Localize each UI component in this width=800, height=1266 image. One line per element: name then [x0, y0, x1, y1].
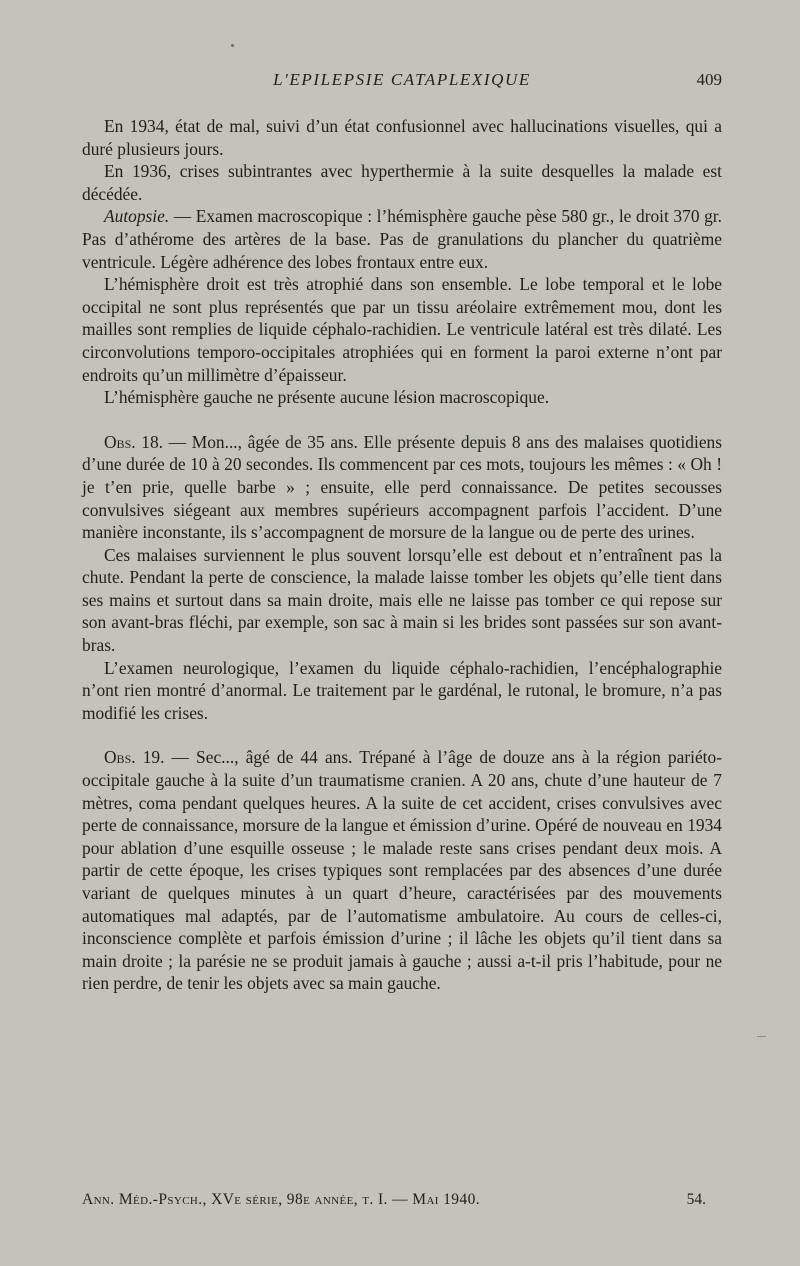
obs-19-text: — Sec..., âgé de 44 ans. Trépané à l’âge de douze ans à la région pariéto-occipitale gauche à la suite d’un traumatisme cranien. A 20 ans, chute d’une hauteur de 7 mètres, coma pendant quelques heures. A la suite de cet accident, crises convulsives avec perte de connaissance, morsure de la langue et émission d’urine. Opéré de nouveau en 1934 pour ablation d’une esquille osseuse ; le malade reste sans crises pendant deux mois. A partir de cette époque, les crises typiques sont remplacées par des absences d’une durée variant de quelques minutes à un quart d’heure, caractérisées par des mouvements automatiques mal adaptés, par de l’automatisme ambulatoire. Au cours de celles-ci, inconscience complète et parfois émission d’urine ; il lâche les objets qu’il tient dans sa main droite ; la parésie ne se produit jamais à gauche ; aussi a-t-il pris l’habitude, pour ne rien perdre, de tenir les objets avec sa main gauche. — [82, 747, 722, 994]
page-speck — [231, 44, 234, 47]
paragraph: L’hémisphère droit est très atrophié dans son ensemble. Le lobe temporal et le lobe occipital ne sont plus représentés que par un tissu aréolaire extrêmement mou, dont les mailles sont remplies de liquide céphalo-rachidien. Le ventricule latéral est très dilaté. Les circonvolutions temporo-occipitales atrophiées qui en forment la paroi externe n’ont par endroits qu’un millimètre d’épaisseur. — [82, 274, 722, 385]
publication-line: Ann. Méd.-Psych., XVe série, 98e année, t. I. — Mai 1940. — [82, 1191, 480, 1208]
body-text — [82, 115, 722, 995]
page-footer — [82, 1191, 722, 1209]
obs-19-lead: Obs. 19. — [104, 747, 165, 768]
paragraph: En 1934, état de mal, suivi d’un état confusionnel avec hallucinations visuelles, qui a duré plusieurs jours. — [82, 116, 722, 159]
paragraph-obs-18 — [82, 431, 722, 544]
paragraph: En 1936, crises subintrantes avec hyperthermie à la suite desquelles la malade est décédée. — [82, 161, 722, 204]
paragraph: Ces malaises surviennent le plus souvent lorsqu’elle est debout et n’entraînent pas la chute. Pendant la perte de conscience, la malade laisse tomber les objets qu’elle tient dans ses mains et surtout dans sa main droite, mais elle ne laisse pas tomber ce qui repose sur son avant-bras fléchi, par exemple, son sac à main si les brides sont passées sur son avant-bras. — [82, 544, 722, 656]
autopsie-text: — Examen macroscopique : l’hémisphère gauche pèse 580 gr., le droit 370 gr. Pas d’athérome des artères de la base. Pas de granulations du plancher du quatrième ventricule. Légère adhérence des lobes frontaux entre eux. — [82, 206, 722, 272]
paragraph-autopsie — [82, 205, 722, 273]
paragraph-obs-19 — [82, 746, 722, 995]
running-title: L'EPILEPSIE CATAPLEXIQUE — [273, 70, 531, 89]
paragraph: L’hémisphère gauche ne présente aucune lésion macroscopique. — [104, 387, 550, 408]
signature-mark: 54. — [686, 1191, 706, 1208]
page-header — [82, 70, 722, 96]
page-number: 409 — [696, 70, 722, 89]
autopsie-lead: Autopsie. — [104, 206, 170, 227]
margin-mark — [757, 1036, 766, 1037]
obs-18-text: — Mon..., âgée de 35 ans. Elle présente depuis 8 ans des malaises quotidiens d’une durée de 10 à 20 secondes. Ils commencent par ces mots, toujours les mêmes : « Oh ! je t’en prie, quelle barbe » ; ensuite, elle perd connaissance. De petites secousses convulsives siégeant aux membres supérieurs accompagnent parfois l’accident. D’une manière inconstante, ils s’accompagnent de morsure de la langue ou de perte des urines. — [82, 431, 722, 543]
obs-18-lead: Obs. 18. — [104, 431, 163, 452]
paragraph: L’examen neurologique, l’examen du liquide céphalo-rachidien, l’encéphalographie n’ont rien montré d’anormal. Le traitement par le gardénal, le rutonal, le bromure, n’a pas modifié les crises. — [82, 657, 722, 723]
